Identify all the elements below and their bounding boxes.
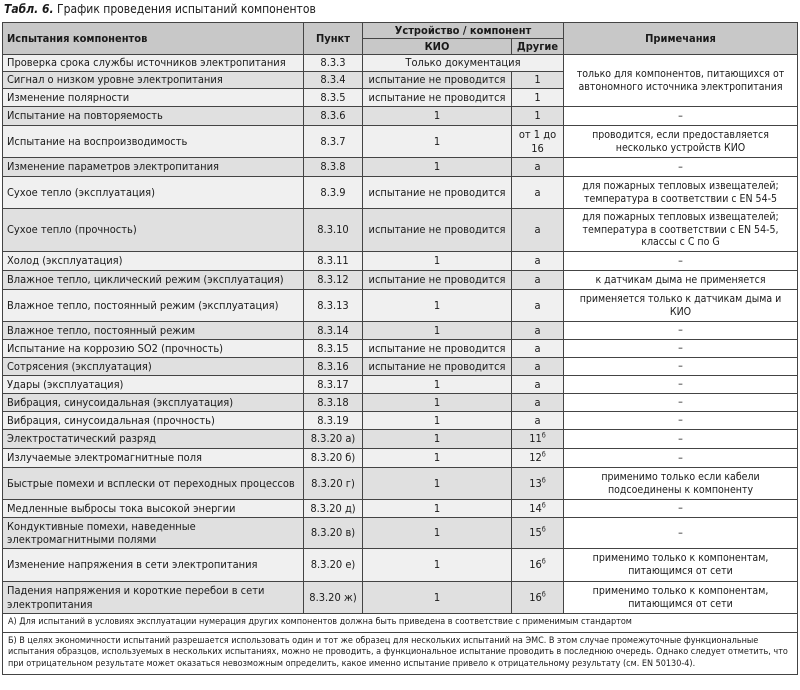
row-clause: 8.3.6: [304, 107, 363, 126]
row-other: а: [512, 376, 564, 394]
row-test: Влажное тепло, постоянный режим: [3, 322, 304, 340]
row-test: Изменение напряжения в сети электропитания: [3, 549, 304, 582]
row-kio: испытание не проводится: [363, 340, 512, 358]
row-other: [512, 430, 564, 449]
row-other: 1: [512, 72, 564, 89]
row-kio: 1: [363, 290, 512, 322]
row-clause: 8.3.7: [304, 126, 363, 158]
row-note: –: [564, 430, 798, 449]
row-note: к датчикам дыма не применяется: [564, 271, 798, 290]
row-clause: 8.3.5: [304, 89, 363, 107]
row-test: Влажное тепло, циклический режим (эксплуатация): [3, 271, 304, 290]
row-clause: 8.3.20 е): [304, 549, 363, 582]
row-clause: 8.3.17: [304, 376, 363, 394]
row-test: Сотрясения (эксплуатация): [3, 358, 304, 376]
row-kio: 1: [363, 376, 512, 394]
row-kio: испытание не проводится: [363, 72, 512, 89]
row-test: Влажное тепло, постоянный режим (эксплуатация): [3, 290, 304, 322]
row-note: применимо только к компонентам, питающимся от сети: [564, 549, 798, 582]
row-other: от 1 до 16: [512, 126, 564, 158]
row-test: Изменение полярности: [3, 89, 304, 107]
row-note: –: [564, 376, 798, 394]
header-other: Другие: [512, 39, 564, 55]
row-kio: 1: [363, 252, 512, 271]
row-clause: 8.3.20 ж): [304, 582, 363, 614]
row-note: –: [564, 158, 798, 177]
footnote-mark: б: [541, 525, 546, 534]
row-clause: 8.3.20 б): [304, 449, 363, 468]
row-kio: испытание не проводится: [363, 358, 512, 376]
other-value: 16: [529, 590, 542, 604]
row-test: Проверка срока службы источников электропитания: [3, 55, 304, 72]
row-other: а: [512, 322, 564, 340]
tests-table: [2, 22, 798, 675]
row-test: Сигнал о низком уровне электропитания: [3, 72, 304, 89]
row-clause: 8.3.11: [304, 252, 363, 271]
footnote-mark: б: [541, 476, 546, 485]
row-clause: 8.3.10: [304, 209, 363, 252]
row-note: –: [564, 394, 798, 412]
row-note: –: [564, 412, 798, 430]
row-other: а: [512, 358, 564, 376]
other-value: 15: [529, 526, 542, 540]
row-other: а: [512, 252, 564, 271]
row-kio: испытание не проводится: [363, 89, 512, 107]
row-test: Кондуктивные помехи, наведенные электромагнитными полями: [3, 518, 304, 549]
row-other: [512, 549, 564, 582]
row-other: а: [512, 177, 564, 209]
row-other: а: [512, 290, 564, 322]
row-other: 1: [512, 107, 564, 126]
row-note: –: [564, 252, 798, 271]
row-clause: 8.3.20 а): [304, 430, 363, 449]
row-other: а: [512, 412, 564, 430]
row-other: [512, 582, 564, 614]
row-kio: 1: [363, 500, 512, 518]
row-kio: 1: [363, 582, 512, 614]
row-clause: 8.3.20 д): [304, 500, 363, 518]
row-note: –: [564, 500, 798, 518]
row-kio: испытание не проводится: [363, 177, 512, 209]
row-test: Холод (эксплуатация): [3, 252, 304, 271]
row-other: [512, 468, 564, 500]
footnote-mark: б: [541, 590, 546, 599]
row-note: –: [564, 358, 798, 376]
row-test: Испытание на коррозию SO2 (прочность): [3, 340, 304, 358]
row-test: Падения напряжения и короткие перебои в сети электропитания: [3, 582, 304, 614]
header-test: Испытания компонентов: [3, 23, 304, 55]
row-other: [512, 500, 564, 518]
row-other: а: [512, 394, 564, 412]
row-test: Испытание на повторяемость: [3, 107, 304, 126]
footnote-a: А) Для испытаний в условиях эксплуатации нумерация других компонентов должна быть приведена в соответствие с применимым стандартом: [3, 614, 798, 633]
row-test: Вибрация, синусоидальная (прочность): [3, 412, 304, 430]
footnote-mark: б: [541, 450, 546, 459]
row-kio: Только документация: [363, 55, 564, 72]
row-test: Сухое тепло (прочность): [3, 209, 304, 252]
row-kio: 1: [363, 430, 512, 449]
footnote-mark: б: [541, 501, 546, 510]
footnote-mark: б: [541, 557, 546, 566]
row-note: применяется только к датчикам дыма и КИО: [564, 290, 798, 322]
row-clause: 8.3.19: [304, 412, 363, 430]
row-test: Сухое тепло (эксплуатация): [3, 177, 304, 209]
row-kio: 1: [363, 126, 512, 158]
footnote-mark: б: [541, 431, 546, 440]
other-value: 14: [529, 501, 542, 515]
table-title: График проведения испытаний компонентов: [57, 2, 316, 16]
row-clause: 8.3.13: [304, 290, 363, 322]
other-value: 16: [529, 558, 542, 572]
row-kio: испытание не проводится: [363, 209, 512, 252]
row-note: –: [564, 449, 798, 468]
row-clause: 8.3.3: [304, 55, 363, 72]
row-note: для пожарных тепловых извещателей; температура в соответствии с EN 54-5, классы с С по G: [564, 209, 798, 252]
row-kio: 1: [363, 468, 512, 500]
table-caption: [4, 2, 316, 16]
row-clause: 8.3.20 г): [304, 468, 363, 500]
row-other: а: [512, 340, 564, 358]
row-test: Вибрация, синусоидальная (эксплуатация): [3, 394, 304, 412]
row-note: проводится, если предоставляется несколько устройств КИО: [564, 126, 798, 158]
row-other: [512, 449, 564, 468]
row-other: а: [512, 271, 564, 290]
header-device: Устройство / компонент: [363, 23, 564, 39]
row-kio: 1: [363, 549, 512, 582]
row-clause: 8.3.18: [304, 394, 363, 412]
row-note: –: [564, 340, 798, 358]
row-clause: 8.3.9: [304, 177, 363, 209]
row-note: только для компонентов, питающихся от автономного источника электропитания: [564, 55, 798, 107]
header-notes: Примечания: [564, 23, 798, 55]
row-note: –: [564, 322, 798, 340]
row-clause: 8.3.15: [304, 340, 363, 358]
row-clause: 8.3.8: [304, 158, 363, 177]
row-note: для пожарных тепловых извещателей; температура в соответствии с EN 54-5: [564, 177, 798, 209]
row-kio: 1: [363, 158, 512, 177]
header-kio: КИО: [363, 39, 512, 55]
other-value: 13: [529, 476, 542, 490]
row-test: Медленные выбросы тока высокой энергии: [3, 500, 304, 518]
row-kio: 1: [363, 449, 512, 468]
row-other: [512, 518, 564, 549]
footnote-b: Б) В целях экономичности испытаний разрешается использовать один и тот же образец для нескольких испытаний на ЭМС. В этом случае промежуточные функциональные испытания образцов, используемых в нескольких испытаниях, можно не проводить, а функциональное испытание проводить в последнюю очередь. Однако следует отметить, что при отрицательном результате может оказаться невозможным определить, какое именно испытание привело к отрицательному результату (см. EN 50130-4).: [3, 632, 798, 674]
header-clause: Пункт: [304, 23, 363, 55]
row-note: –: [564, 107, 798, 126]
row-test: Изменение параметров электропитания: [3, 158, 304, 177]
row-kio: испытание не проводится: [363, 271, 512, 290]
row-note: применимо только к компонентам, питающимся от сети: [564, 582, 798, 614]
row-clause: 8.3.16: [304, 358, 363, 376]
row-clause: 8.3.14: [304, 322, 363, 340]
row-clause: 8.3.4: [304, 72, 363, 89]
row-test: Электростатический разряд: [3, 430, 304, 449]
row-test: Удары (эксплуатация): [3, 376, 304, 394]
row-kio: 1: [363, 322, 512, 340]
table-number: Табл. 6.: [4, 2, 54, 16]
row-kio: 1: [363, 518, 512, 549]
other-value: 11: [529, 432, 542, 446]
row-other: а: [512, 209, 564, 252]
row-clause: 8.3.20 в): [304, 518, 363, 549]
row-test: Испытание на воспроизводимость: [3, 126, 304, 158]
row-other: 1: [512, 89, 564, 107]
row-kio: 1: [363, 107, 512, 126]
row-note: применимо только если кабели подсоединены к компоненту: [564, 468, 798, 500]
other-value: 12: [529, 451, 542, 465]
row-test: Быстрые помехи и всплески от переходных процессов: [3, 468, 304, 500]
row-note: –: [564, 518, 798, 549]
row-test: Излучаемые электромагнитные поля: [3, 449, 304, 468]
row-kio: 1: [363, 394, 512, 412]
row-clause: 8.3.12: [304, 271, 363, 290]
row-other: а: [512, 158, 564, 177]
row-kio: 1: [363, 412, 512, 430]
